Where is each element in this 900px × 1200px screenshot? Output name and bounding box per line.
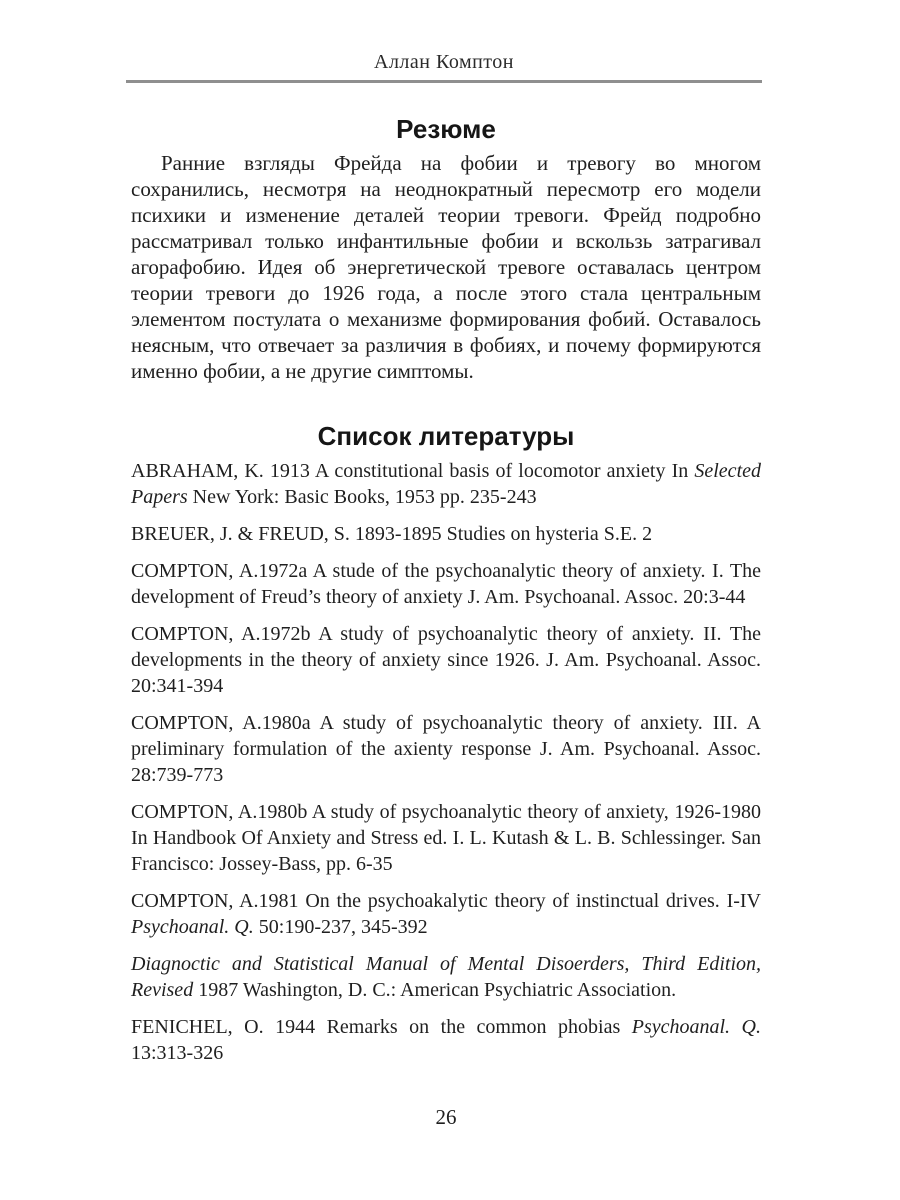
reference-entry [131, 951, 761, 1003]
reference-entry [131, 799, 761, 877]
references-list [131, 458, 761, 1077]
reference-text-segment: COMPTON, A.1980a A study of psychoanalytic theory of anxiety. III. A preliminary formulation of the axienty response J. Am. Psychoanal. Assoc. 28:739-773 [131, 712, 761, 786]
reference-text-segment: 13:313-326 [131, 1042, 224, 1064]
summary-title: Резюме [396, 114, 496, 144]
reference-entry [131, 521, 761, 547]
reference-text-segment: COMPTON, A.1980b A study of psychoanalytic theory of anxiety, 1926-1980 In Handbook Of Anxiety and Stress ed. I. L. Kutash & L. B. Schlessinger. San Francisco: Jossey-Bass, pp. 6-35 [131, 801, 761, 875]
reference-text-segment: 1987 Washington, D. C.: American Psychiatric Association. [193, 979, 677, 1001]
reference-entry [131, 1014, 761, 1066]
reference-text-segment: BREUER, J. & FREUD, S. 1893-1895 Studies on hysteria S.E. 2 [131, 523, 653, 545]
reference-text-segment: New York: Basic Books, 1953 pp. 235-243 [187, 486, 537, 508]
reference-text-segment: Diagnoctic and Statistical Manual of Mental Disoerders, Third Edition, Revised [131, 953, 761, 1001]
references-title: Список литературы [317, 421, 575, 451]
reference-text-segment: COMPTON, A.1981 On the psychoakalytic theory of instinctual drives. I-IV [131, 890, 761, 912]
reference-entry [131, 458, 761, 510]
reference-entry [131, 621, 761, 699]
reference-text-segment: COMPTON, A.1972a A stude of the psychoanalytic theory of anxiety. I. The development of Freud’s theory of anxiety J. Am. Psychoanal. Assoc. 20:3-44 [131, 560, 761, 608]
reference-text-segment: 50:190-237, 345-392 [253, 916, 428, 938]
reference-text-segment: FENICHEL, O. 1944 Remarks on the common phobias [131, 1016, 632, 1038]
summary-paragraph: Ранние взгляды Фрейда на фобии и тревогу во многом сохранились, несмотря на неоднократный пересмотр его модели психики и изменение деталей теории тревоги. Фрейд подробно рассматривал только инфантильные фобии и вскользь затрагивал агорафобию. Идея об энергетической тревоге оставалась центром теории тревоги до 1926 года, а после этого стала центральным элементом постулата о механизме формирования фобий. Оставалось неясным, что отвечает за различия в фобиях, и почему формируются именно фобии, а не другие симптомы. [131, 151, 761, 383]
header-rule [126, 80, 762, 83]
running-header [126, 50, 762, 83]
reference-entry [131, 710, 761, 788]
reference-text-segment: COMPTON, A.1972b A study of psychoanalytic theory of anxiety. II. The developments in the theory of anxiety since 1926. J. Am. Psychoanal. Assoc. 20:341-394 [131, 623, 761, 697]
page-number: 26 [435, 1105, 457, 1129]
reference-entry [131, 558, 761, 610]
reference-entry [131, 888, 761, 940]
reference-text-segment: ABRAHAM, K. 1913 A constitutional basis of locomotor anxiety In [131, 460, 695, 482]
reference-text-segment: Psychoanal. Q. [131, 916, 254, 938]
reference-text-segment: Selected Papers [131, 460, 761, 508]
reference-text-segment: Psychoanal. Q. [631, 1016, 761, 1038]
running-header-author: Аллан Комптон [374, 51, 514, 73]
